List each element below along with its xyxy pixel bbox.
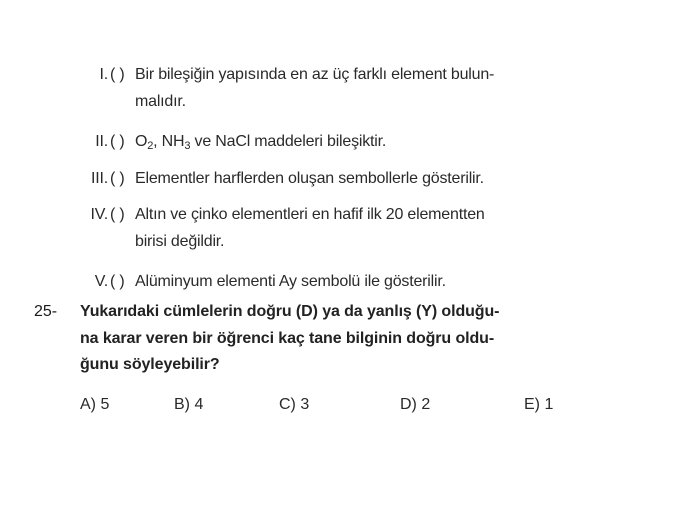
- statement-line: Elementler harflerden oluşan sembollerle gösterilir.: [135, 170, 484, 187]
- statement-text: [135, 201, 640, 255]
- statement-2: [80, 128, 640, 156]
- question-text: [80, 299, 610, 379]
- statement-rest: ve NaCl maddeleri bileşiktir.: [190, 133, 387, 150]
- answer-blank: ( ): [110, 133, 125, 150]
- option-b[interactable]: B) 4: [174, 396, 204, 413]
- statement-line: Altın ve çinko elementleri en hafif ilk 20 elementten: [135, 206, 485, 223]
- statement-numeral: III.: [91, 170, 108, 187]
- subscript: 2: [147, 140, 154, 152]
- statement-line: malıdır.: [135, 93, 186, 110]
- statement-numeral: V.: [94, 273, 108, 290]
- statement-line: birisi değildir.: [135, 233, 225, 250]
- option-e[interactable]: E) 1: [524, 396, 554, 413]
- answer-blank: ( ): [110, 66, 125, 83]
- statement-line: Bir bileşiğin yapısında en az üç farklı element bulun-: [135, 66, 495, 83]
- formula-nh3: , NH: [153, 133, 185, 150]
- question-line: Yukarıdaki cümlelerin doğru (D) ya da yanlış (Y) olduğu-: [80, 303, 500, 320]
- question-line: na karar veren bir öğrenci kaç tane bilginin doğru oldu-: [80, 329, 495, 347]
- answer-blank: ( ): [110, 273, 125, 290]
- statement-text: [135, 165, 640, 192]
- option-d[interactable]: D) 2: [400, 396, 431, 413]
- answer-blank: ( ): [110, 206, 125, 223]
- option-a[interactable]: A) 5: [80, 396, 110, 413]
- option-c[interactable]: C) 3: [279, 396, 310, 413]
- answer-blank: ( ): [110, 170, 125, 187]
- statement-text: [135, 128, 640, 155]
- formula-o2: O: [135, 133, 148, 150]
- question-line: ğunu söyleyebilir?: [80, 356, 220, 373]
- statement-numeral: I.: [99, 66, 108, 83]
- statement-text: [135, 61, 640, 115]
- question-number: 25-: [34, 303, 58, 320]
- statement-5: [80, 268, 640, 296]
- statement-4: [80, 201, 640, 257]
- statement-numeral: II.: [95, 133, 108, 150]
- statement-3: [80, 165, 640, 193]
- statement-numeral: IV.: [90, 206, 108, 223]
- statement-text: [135, 268, 640, 295]
- statement-1: [80, 61, 640, 117]
- answer-options: [80, 392, 640, 420]
- subscript: 3: [184, 140, 191, 152]
- statement-line: Alüminyum elementi Ay sembolü ile gösterilir.: [135, 273, 446, 290]
